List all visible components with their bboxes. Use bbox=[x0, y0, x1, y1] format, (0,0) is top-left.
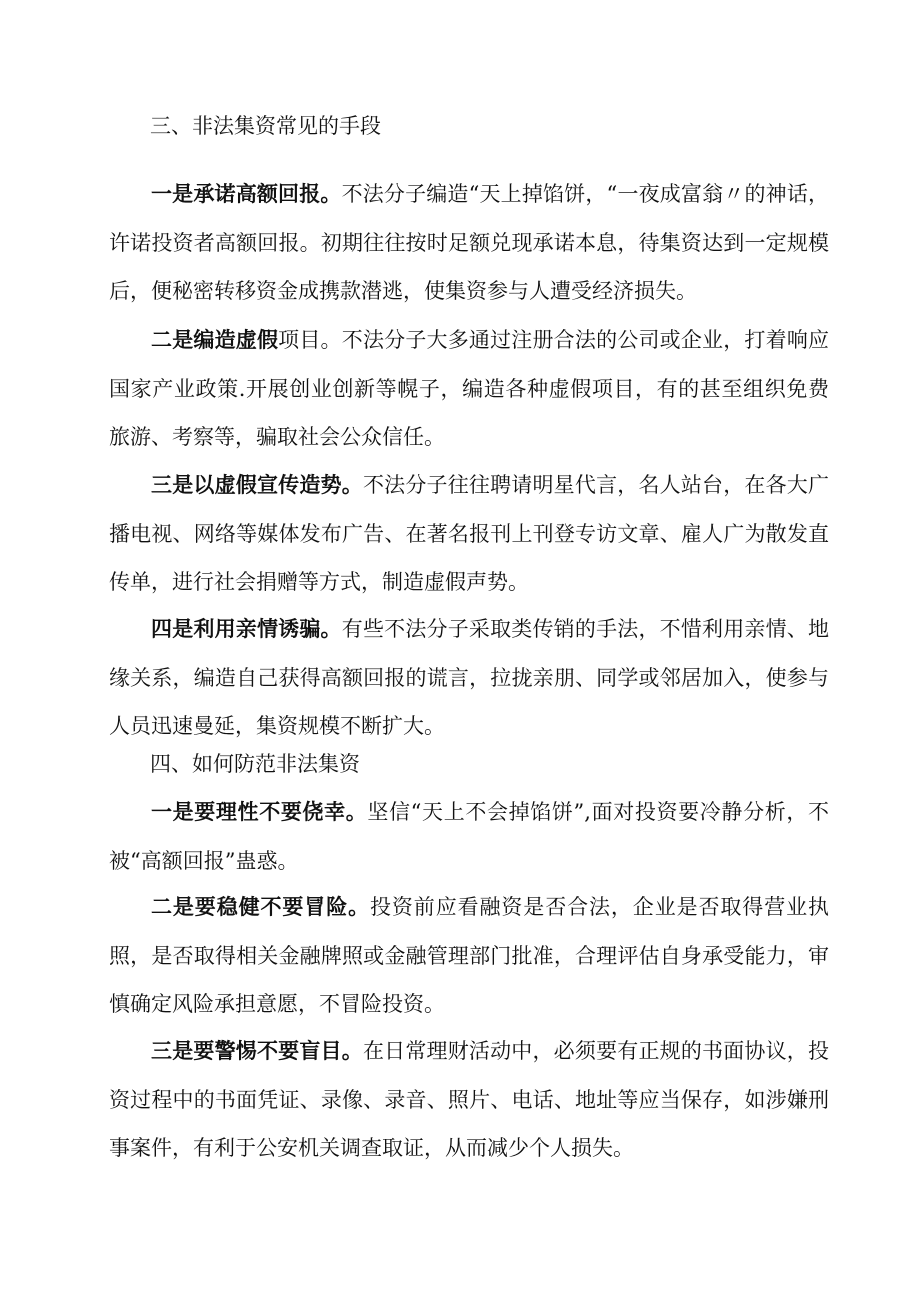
paragraph bbox=[109, 1027, 829, 1173]
paragraph-text: 坚信“天上不会掉馅饼”,面对投资要冷静分析，不被“高额回报”蛊惑。 bbox=[109, 800, 829, 873]
paragraph-lead: 一是承诺高额回报。 bbox=[151, 182, 342, 206]
section-heading: 三、非法集资常见的手段 bbox=[150, 114, 381, 138]
paragraph bbox=[109, 170, 829, 316]
paragraph bbox=[109, 316, 829, 462]
paragraph-text: 不法分子编造“天上掉馅饼，“一夜成富翁〃的神话，许诺投资者高额回报。初期往往按时足额兑现承诺本息，待集资达到一定规模后，便秘密转移资金成携款潜逃，使集资参与人遭受经济损失。 bbox=[109, 182, 829, 303]
paragraph-lead: 四是利用亲情诱骗。 bbox=[151, 617, 342, 641]
paragraph-text: 不法分子往往聘请明星代言，名人站台，在各大广播电视、网络等媒体发布广告、在著名报刊上刊登专访文章、雇人广为散发直传单，进行社会捐赠等方式，制造虚假声势。 bbox=[109, 473, 830, 594]
paragraph bbox=[109, 605, 829, 751]
paragraph-text: 有些不法分子采取类传销的手法，不惜利用亲情、地缘关系，编造自己获得高额回报的谎言，拉拢亲朋、同学或邻居加入，使参与人员迅速曼延，集资规模不断扩大。 bbox=[109, 617, 830, 738]
paragraph-text: 在日常理财活动中，必须要有正规的书面协议，投资过程中的书面凭证、录像、录音、照片、电话、地址等应当保存，如涉嫌刑事案件，有利于公安机关调查取证，从而减少个人损失。 bbox=[109, 1039, 830, 1160]
paragraph bbox=[109, 883, 829, 1029]
paragraph bbox=[109, 788, 829, 885]
paragraph-lead: 三是以虚假宣传造势。 bbox=[151, 473, 363, 497]
paragraph-lead: 二是要稳健不要冒险。 bbox=[151, 895, 370, 919]
paragraph-text: 项目。不法分子大多通过注册合法的公司或企业，打着响应国家产业政策.开展创业创新等幌子，编造各种虚假项目，有的甚至组织免费旅游、考察等，骗取社会公众信任。 bbox=[109, 328, 830, 449]
paragraph-lead: 二是编造虚假 bbox=[151, 328, 279, 352]
paragraph-lead: 一是要理性不要侥幸。 bbox=[151, 800, 368, 824]
paragraph-lead: 三是要警惕不要盲目。 bbox=[151, 1039, 363, 1063]
paragraph-text: 投资前应看融资是否合法，企业是否取得营业执照，是否取得相关金融牌照或金融管理部门批准，合理评估自身承受能力，审慎确定风险承担意愿，不冒险投资。 bbox=[109, 895, 829, 1016]
paragraph bbox=[109, 461, 829, 607]
section-heading: 四、如何防范非法集资 bbox=[150, 752, 360, 776]
